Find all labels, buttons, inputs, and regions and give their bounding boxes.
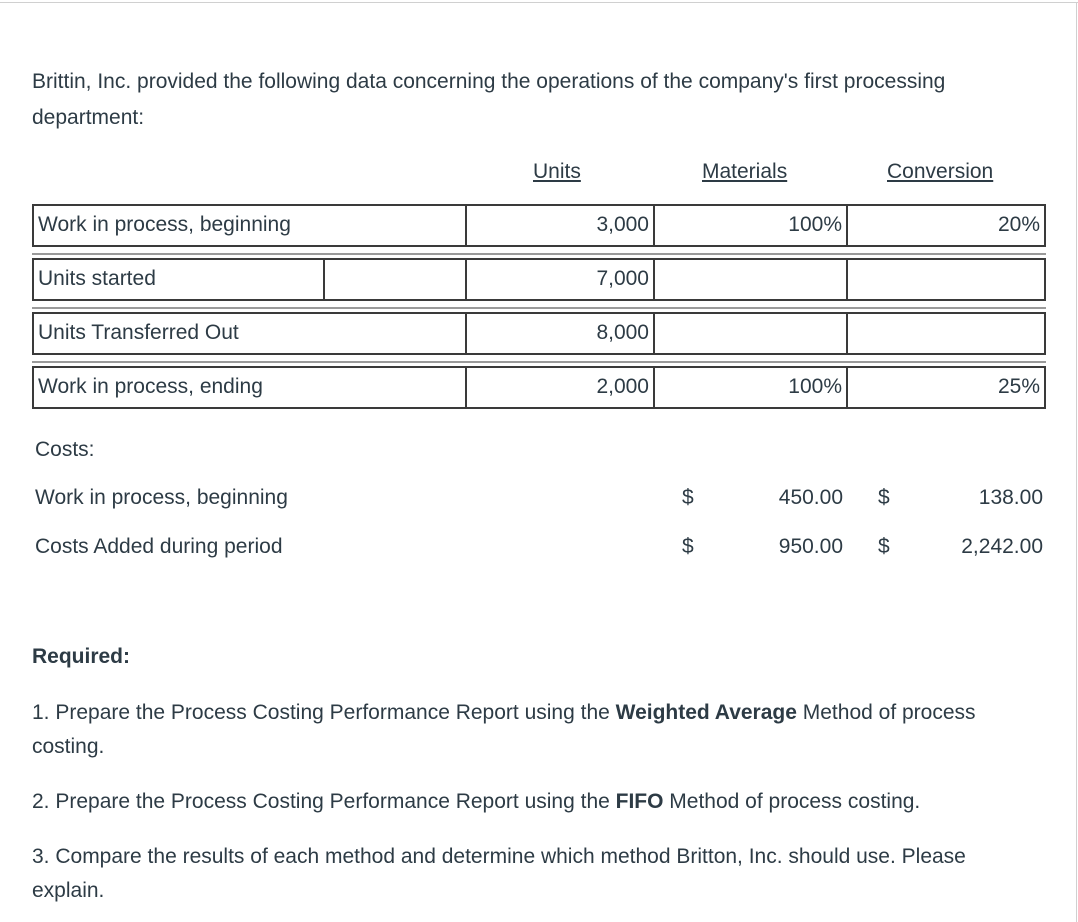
cost-conversion-wip-beginning: 138.00 <box>978 486 1043 509</box>
row-separator <box>32 253 1046 255</box>
item-2-text-b: Method of process costing. <box>663 790 921 813</box>
cost-label-wip-beginning: Work in process, beginning <box>35 486 288 509</box>
row-conversion-units-started <box>846 258 1046 301</box>
costs-heading: Costs: <box>35 438 95 461</box>
header-units: Units <box>533 160 581 183</box>
row-materials-wip-beginning: 100% <box>653 204 848 247</box>
required-item-2 <box>32 785 1042 819</box>
row-separator <box>32 361 1046 363</box>
top-border <box>0 2 1078 3</box>
required-title: Required: <box>32 645 131 668</box>
row-materials-units-transferred-out <box>653 312 848 355</box>
row-label-wip-beginning: Work in process, beginning <box>32 204 467 247</box>
header-materials: Materials <box>702 160 788 183</box>
intro-text: Brittin, Inc. provided the following data concerning the operations of the company's first processing department: <box>32 70 946 129</box>
row-empty-cell <box>323 258 467 301</box>
cost-materials-wip-beginning: 450.00 <box>778 486 843 509</box>
row-materials-units-started <box>653 258 848 301</box>
row-conversion-wip-ending: 25% <box>846 366 1046 409</box>
cost-conversion-added: 2,242.00 <box>961 535 1043 558</box>
required-item-3: 3. Compare the results of each method and determine which method Britton, Inc. should use. Please explain. <box>32 845 966 902</box>
row-conversion-wip-beginning: 20% <box>846 204 1046 247</box>
row-conversion-units-transferred-out <box>846 312 1046 355</box>
cost-currency-conversion: $ <box>878 535 890 558</box>
row-units-units-started: 7,000 <box>465 258 655 301</box>
row-separator <box>32 307 1046 309</box>
cost-currency-materials: $ <box>682 486 694 509</box>
header-conversion: Conversion <box>887 160 994 183</box>
row-units-wip-beginning: 3,000 <box>465 204 655 247</box>
required-item-1 <box>32 696 1042 764</box>
item-1-text-b: Method of process costing. <box>32 701 976 758</box>
cost-materials-added: 950.00 <box>778 535 843 558</box>
row-units-units-transferred-out: 8,000 <box>465 312 655 355</box>
row-label-units-transferred-out: Units Transferred Out <box>32 312 467 355</box>
row-materials-wip-ending: 100% <box>653 366 848 409</box>
item-1-text-a: 1. Prepare the Process Costing Performance Report using the <box>32 701 616 724</box>
cost-currency-conversion: $ <box>878 486 890 509</box>
row-label-units-started: Units started <box>32 258 325 301</box>
item-2-bold: FIFO <box>615 790 664 813</box>
item-2-text-a: 2. Prepare the Process Costing Performance Report using the <box>32 790 616 813</box>
row-units-wip-ending: 2,000 <box>465 366 655 409</box>
item-1-bold: Weighted Average <box>615 701 797 724</box>
right-border <box>1076 2 1077 922</box>
row-label-wip-ending: Work in process, ending <box>32 366 467 409</box>
cost-currency-materials: $ <box>682 535 694 558</box>
cost-label-added: Costs Added during period <box>35 535 283 558</box>
